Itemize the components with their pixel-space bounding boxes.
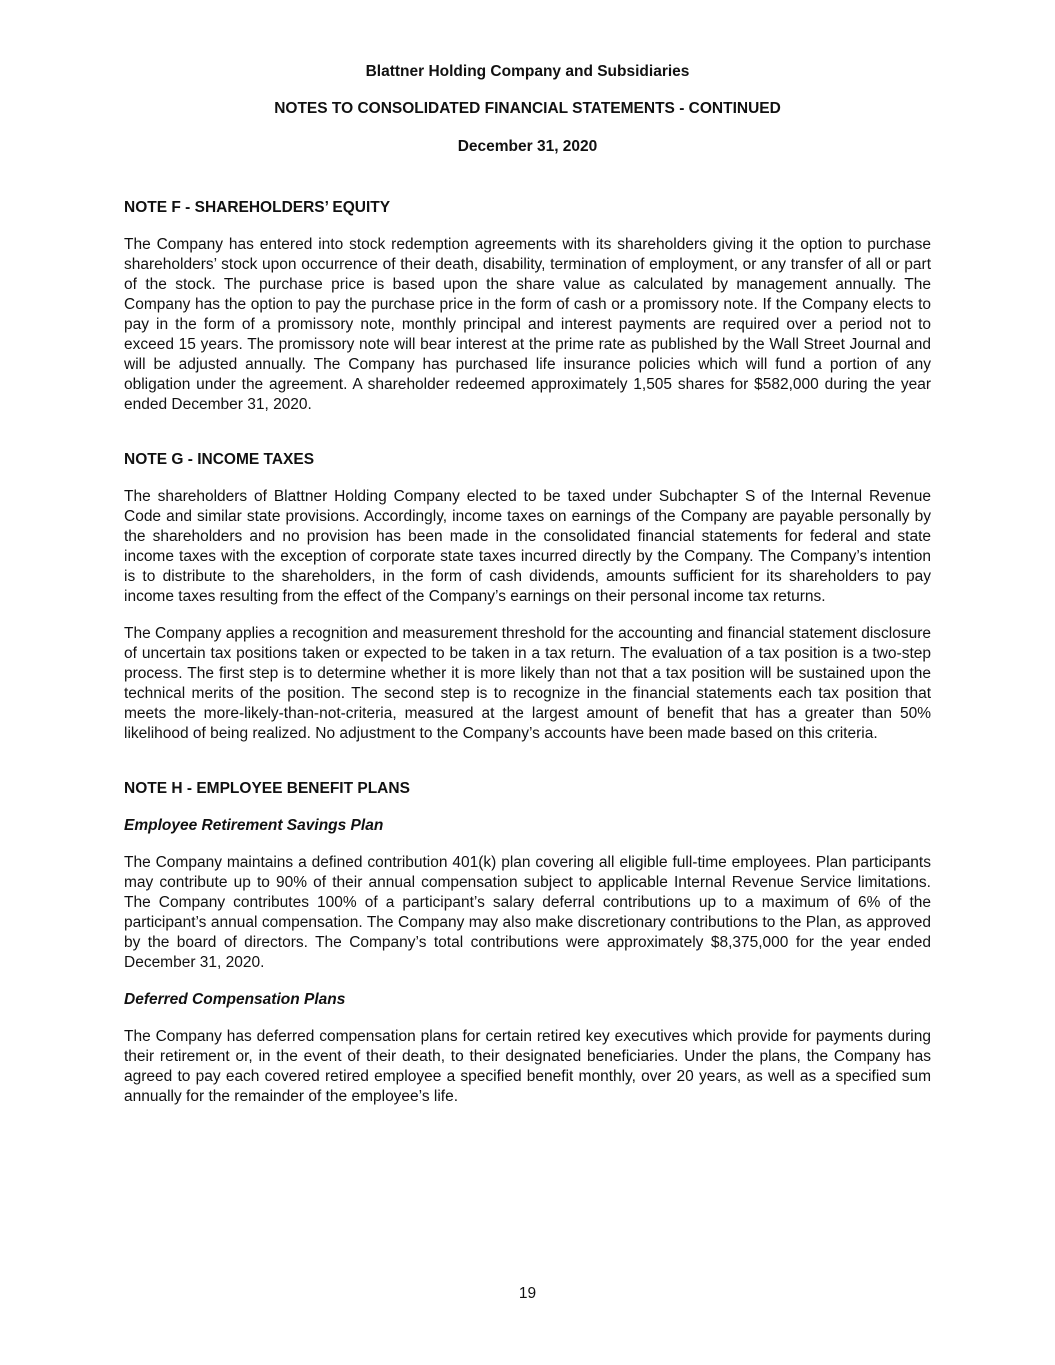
retirement-plan-subheading: Employee Retirement Savings Plan [124,817,384,834]
note-g-paragraph-1: The shareholders of Blattner Holding Company elected to be taxed under Subchapter S of the Internal Revenue Code and similar state provisions. Accordingly, income taxes on earnings of the Company are payable personally by the shareholders and no provision has been made in the consolidated financial statements for federal and state income taxes with the exception of corporate state taxes incurred directly by the Company. The Company’s intention is to distribute to the shareholders, in the form of cash dividends, amounts sufficient for its shareholders to pay income taxes resulting from the effect of the Company’s earnings on their personal income tax returns. [124,488,931,605]
note-h-heading: NOTE H - EMPLOYEE BENEFIT PLANS [124,780,410,797]
notes-body [124,198,931,1107]
note-f-heading: NOTE F - SHAREHOLDERS’ EQUITY [124,199,391,216]
page-number: 19 [518,1285,537,1302]
statement-date: December 31, 2020 [457,138,598,155]
note-h-section [124,779,931,1107]
note-g-paragraph-2: The Company applies a recognition and measurement threshold for the accounting and financial statement disclosure of uncertain tax positions taken or expected to be taken in a tax return. The evaluation of a tax position is a two-step process. The first step is to determine whether it is more likely than not that a tax position will be sustained upon the technical merits of the position. The second step is to recognize in the financial statements each tax position that meets the more-likely-than-not-criteria, measured at the largest amount of benefit that has a greater than 50% likelihood of being realized. No adjustment to the Company’s accounts have been made based on this criteria. [124,625,931,742]
note-g-heading: NOTE G - INCOME TAXES [124,451,315,468]
deferred-compensation-paragraph: The Company has deferred compensation plans for certain retired key executives which provide for payments during their retirement or, in the event of their death, to their designated beneficiaries. Under the plans, the Company has agreed to pay each covered retired employee a specified benefit monthly, over 20 years, as well as a specified sum annually for the remainder of the employee’s life. [124,1028,931,1105]
document-title: NOTES TO CONSOLIDATED FINANCIAL STATEMENTS - CONTINUED [274,100,781,117]
note-g-section [124,450,931,744]
deferred-compensation-subheading: Deferred Compensation Plans [124,991,346,1008]
retirement-plan-paragraph: The Company maintains a defined contribution 401(k) plan covering all eligible full-time employees. Plan participants may contribute up to 90% of their annual compensation subject to applicable Internal Revenue Service limitations. The Company contributes 100% of a participant’s salary deferral contributions up to a maximum of 6% of the participant’s annual compensation. The Company may also make discretionary contributions to the Plan, as approved by the board of directors. The Company’s total contributions were approximately $8,375,000 for the year ended December 31, 2020. [124,854,931,971]
note-f-paragraph: The Company has entered into stock redemption agreements with its shareholders giving it the option to purchase shareholders’ stock upon occurrence of their death, disability, termination of employment, or any transfer of all or part of the stock. The purchase price is based upon the share value as calculated by management annually. The Company has the option to pay the purchase price in the form of cash or a promissory note. If the Company elects to pay in the form of a promissory note, monthly principal and interest payments are required over a period not to exceed 15 years. The promissory note will bear interest at the prime rate as published by the Wall Street Journal and will be adjusted annually. The Company has purchased life insurance policies which will fund a portion of any obligation under the agreement. A shareholder redeemed approximately 1,505 shares for $582,000 during the year ended December 31, 2020. [124,236,931,413]
note-f-section [124,198,931,415]
company-name: Blattner Holding Company and Subsidiaries [365,63,690,80]
